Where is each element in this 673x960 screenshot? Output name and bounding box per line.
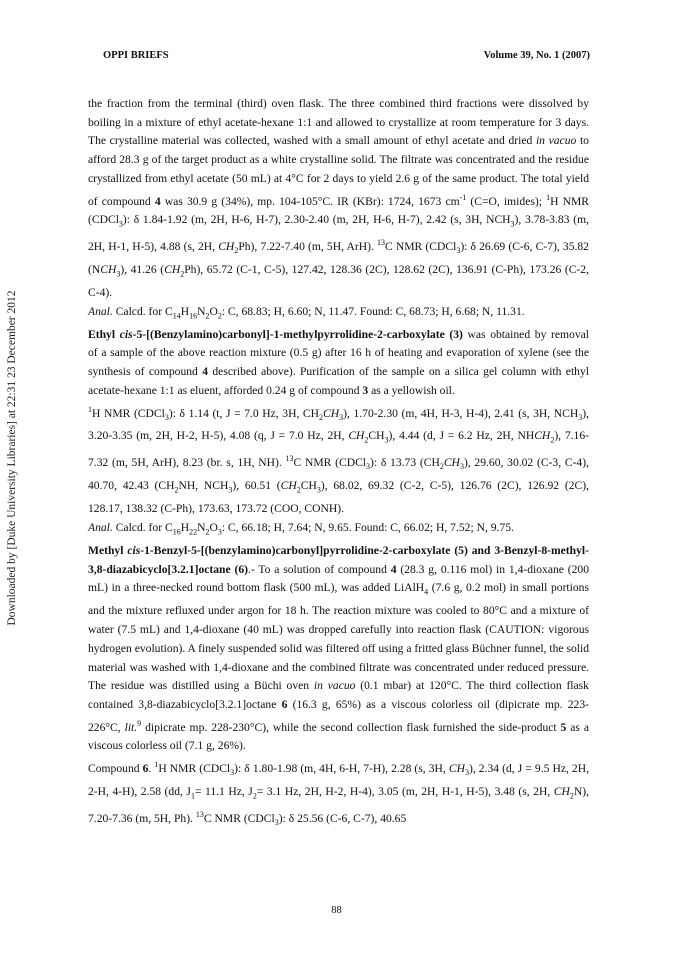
text-run: N: [197, 304, 206, 318]
text-run: 22: [189, 527, 198, 537]
text-run: (0.1 mbar) at 120°C. The third collection flask contained 3,8-diazabicyclo[3.2.1]octane: [88, 679, 589, 711]
text-run: 1: [546, 192, 551, 202]
text-run: O: [209, 304, 218, 318]
text-run: 3: [384, 435, 389, 445]
text-run: 4: [424, 587, 429, 597]
text-run: -1-Benzyl-5-[(benzylamino)carbonyl]pyrrolidine-2-carboxylate (5) and 3-Benzyl-8-methyl-3,8-diazabicyclo[3.2.1]octane (6): [88, 544, 589, 576]
journal-name: OPPI BRIEFS: [103, 50, 169, 61]
text-run: 1: [190, 791, 195, 801]
text-run: 1: [88, 404, 92, 414]
text-run: was obtained by removal of a sample of the above reaction mixture (0.5 g) after 16 h of heating and evaporation of xylene (see the synthesis of compound: [88, 327, 589, 379]
text-run: CH: [348, 429, 365, 443]
paragraph: [88, 401, 589, 519]
text-run: H NMR (CDCl: [158, 761, 231, 775]
text-run: 6: [142, 761, 149, 775]
download-watermark: [4, 278, 20, 638]
text-run: H: [180, 521, 190, 534]
text-run: 3: [456, 246, 461, 256]
text-run: ), 3.78-3.83 (m, 2H, H-1, H-5), 4.88 (s, 2H,: [88, 213, 589, 253]
paragraph: [88, 326, 589, 401]
text-run: O: [209, 521, 218, 534]
text-run: 4: [390, 562, 397, 576]
text-run: : C, 66.18; H, 7.64; N, 9.65. Found: C, 66.02; H, 7.52; N, 9.75.: [221, 521, 514, 534]
text-run: 3: [228, 485, 233, 495]
text-run: Ph), 7.22-7.40 (m, 5H, ArH).: [238, 239, 377, 253]
text-run: 2: [550, 435, 555, 445]
text-run: (28.3 g, 0.116 mol) in 1,4-dioxane (200 mL) in a three-necked round bottom flask (500 mL), was added LiAlH: [88, 562, 590, 595]
text-run: (C=O, imides);: [466, 194, 547, 208]
text-run: in vacuo: [313, 679, 356, 693]
text-run: 3: [465, 768, 469, 778]
text-run: CH: [218, 239, 235, 253]
text-run: Anal.: [88, 304, 113, 318]
text-run: ), 60.51 (: [232, 479, 281, 493]
download-note: Downloaded by [Duke University Libraries] at 22:31 23 December 2012: [6, 290, 18, 626]
text-run: = 11.1 Hz, J: [194, 784, 253, 798]
text-run: 3: [118, 219, 123, 229]
paragraph: [88, 303, 589, 326]
text-run: ): δ 1.14 (t, J = 7.0 Hz, 3H, CH: [168, 406, 320, 420]
text-run: ), 7.16-7.32 (m, 5H, ArH), 8.23 (br. s, 1H, NH).: [88, 429, 590, 470]
article-body: [88, 95, 589, 833]
text-run: CH: [323, 406, 340, 420]
text-run: CH: [300, 479, 317, 493]
text-run: 2: [234, 246, 239, 256]
text-run: -1: [459, 192, 467, 202]
paragraph: [88, 95, 589, 303]
text-run: 2: [205, 311, 210, 320]
text-run: -5-[(Benzylamino)carbonyl]-1-methylpyrrolidine-2-carboxylate (3): [132, 327, 463, 341]
text-run: 16: [189, 311, 198, 320]
text-run: as a yellowish oil.: [368, 383, 455, 397]
text-run: 3: [362, 383, 369, 397]
text-run: (16.3 g, 65%) as a viscous colorless oil (dipicrate mp. 223-226°C,: [88, 697, 589, 734]
text-run: 16: [172, 527, 181, 537]
text-run: Anal.: [88, 521, 113, 534]
text-run: ): δ 25.56 (C-6, C-7), 40.65: [278, 811, 407, 825]
text-run: C NMR (CDCl: [384, 239, 457, 253]
text-run: 3: [510, 219, 515, 229]
text-run: 9: [137, 718, 142, 728]
text-run: was 30.9 g (34%), mp. 104-105°C. IR (KBr): 1724, 1673 cm: [160, 194, 460, 208]
text-run: CH: [280, 479, 297, 493]
text-run: ): δ 26.69 (C-6, C-7), 35.82 (N: [88, 239, 589, 276]
text-run: ), 2.34 (d, J = 9.5 Hz, 2H, 2-H, 4-H), 2.58 (dd, J: [88, 761, 590, 798]
text-run: ), 4.44 (d, J = 6.2 Hz, 2H, NH: [388, 429, 535, 443]
text-run: CH: [368, 429, 385, 443]
text-run: 2: [364, 435, 369, 445]
text-run: lit.: [124, 720, 138, 734]
text-run: 4: [154, 194, 161, 208]
text-run: H NMR (CDCl: [92, 406, 165, 420]
text-run: 3: [316, 485, 321, 495]
text-run: C NMR (CDCl: [203, 811, 275, 825]
text-run: ), 29.60, 30.02 (C-3, C-4), 40.70, 42.43 (CH: [88, 456, 589, 493]
text-run: N), 7.20-7.36 (m, 5H, Ph).: [88, 784, 589, 825]
text-run: 14: [172, 311, 181, 320]
text-run: N: [197, 521, 206, 534]
text-run: .- To a solution of compound: [248, 562, 391, 576]
text-run: Calcd. for C: [112, 521, 173, 534]
text-run: 2: [217, 311, 222, 320]
text-run: NH, NCH: [178, 479, 229, 493]
text-run: CH: [534, 429, 551, 443]
text-run: CH: [164, 262, 181, 276]
text-run: cis: [127, 544, 141, 558]
text-run: Methyl: [88, 544, 128, 558]
volume-info: Volume 39, No. 1 (2007): [483, 50, 590, 61]
text-run: 3: [274, 817, 279, 827]
text-run: 2: [180, 269, 185, 279]
text-run: CH: [553, 784, 570, 798]
text-run: CH: [100, 262, 117, 276]
text-run: ): δ 1.84-1.92 (m, 2H, H-6, H-7), 2.30-2.40 (m, 2H, H-6, H-7), 2.42 (s, 3H, NCH: [122, 213, 511, 227]
text-run: described above). Purification of the sample on a silica gel column with ethyl acetate-hexane 1:1 as eluent, afforded 0.24 g of compound: [88, 365, 589, 397]
text-run: CH: [448, 761, 465, 775]
page-number: 88: [331, 905, 342, 916]
text-run: 5: [560, 720, 567, 734]
text-run: 3: [230, 768, 235, 778]
text-run: dipicrate mp. 228-230°C), while the second collection flask furnished the side-product: [141, 720, 561, 734]
text-run: 2: [296, 485, 301, 495]
text-run: ): δ 13.73 (CH: [370, 456, 440, 470]
text-run: 13: [195, 809, 204, 819]
text-run: ), 1.70-2.30 (m, 4H, H-3, H-4), 2.41 (s, 3H, NCH: [343, 406, 579, 420]
text-run: Compound: [88, 761, 143, 775]
text-run: = 3.1 Hz, 2H, H-2, H-4), 3.05 (m, 2H, H-1, H-5), 3.48 (s, 2H,: [256, 784, 554, 798]
paragraph: [88, 519, 589, 542]
text-run: ), 3.20-3.35 (m, 2H, H-2, H-5), 4.08 (q, J = 7.0 Hz, 2H,: [88, 406, 589, 443]
text-run: 3: [339, 412, 344, 422]
text-run: 2: [252, 791, 257, 801]
text-run: Ethyl: [88, 327, 120, 341]
text-run: Ph), 65.72 (C-1, C-5), 127.42, 128.36 (2C), 128.62 (2C), 136.91 (C-Ph), 173.26 (C-2, C-4).: [88, 262, 589, 299]
paragraph: [88, 756, 589, 833]
text-run: 6: [281, 697, 288, 711]
text-run: 3: [366, 462, 371, 472]
text-run: 2: [569, 791, 574, 801]
paragraph: [88, 542, 589, 756]
text-run: 13: [285, 454, 294, 464]
text-run: ), 41.26 (: [120, 262, 165, 276]
text-run: 1: [154, 759, 159, 769]
text-run: as a viscous colorless oil (7.1 g, 26%).: [88, 720, 589, 753]
text-run: 3: [459, 462, 464, 472]
text-run: CH: [443, 456, 460, 470]
text-run: the fraction from the terminal (third) oven flask. The three combined third fractions were dissolved by boiling in a mixture of ethyl acetate-hexane 1:1 and allowed to crystallize at room temperature for 3 days. The crystalline material was collected, washed with a small amount of ethyl acetate and dried: [88, 97, 589, 148]
text-run: .: [148, 761, 155, 775]
text-run: Calcd. for C: [112, 304, 173, 318]
text-run: 2: [174, 485, 179, 495]
text-run: H NMR (CDCl: [88, 194, 589, 227]
text-run: 3: [578, 412, 583, 422]
text-run: : C, 68.83; H, 6.60; N, 11.47. Found: C, 68.73; H, 6.68; N, 11.31.: [221, 304, 525, 318]
text-run: 4: [202, 365, 209, 379]
text-run: 2: [319, 412, 324, 422]
text-run: ), 68.02, 69.32 (C-2, C-5), 126.76 (2C), 126.92 (2C), 128.17, 138.32 (C-Ph), 173.63, 173.72 (COO, CONH).: [88, 479, 589, 516]
text-run: to afford 28.3 g of the target product as a white crystalline solid. The filtrate was concentrated and the residue crystallized from ethyl acetate (50 mL) at 4°C for 2 days to yield 2.6 g of the same product. The total yield of compound: [88, 134, 589, 208]
text-run: 3: [116, 269, 121, 279]
text-run: ): δ 1.80-1.98 (m, 4H, 6-H, 7-H), 2.28 (s, 3H,: [234, 761, 449, 775]
text-run: C NMR (CDCl: [293, 456, 367, 470]
text-run: (7.6 g, 0.2 mol) in small portions and the mixture refluxed under argon for 18 h. The reaction mixture was cooled to 80°C and a mixture of water (7.5 mL) and 1,4-dioxane (40 mL) was dropped carefully into reaction flask (CAUTION: vigorous hydrogen evolution). A finely suspended solid was filtered off using a fritted glass Büchner funnel, the solid material was washed with 1,4-dioxane and the combined filtrate was concentrated under reduced pressure. The residue was distilled using a Büchi oven: [88, 581, 589, 693]
running-header: [103, 50, 590, 66]
text-run: 2: [439, 462, 444, 472]
text-run: 2: [205, 527, 210, 537]
text-run: in vacuo: [535, 134, 577, 148]
text-run: 3: [217, 527, 222, 537]
text-run: 13: [376, 238, 385, 248]
text-run: H: [180, 304, 190, 318]
text-run: cis: [119, 327, 133, 341]
text-run: 3: [164, 412, 169, 422]
